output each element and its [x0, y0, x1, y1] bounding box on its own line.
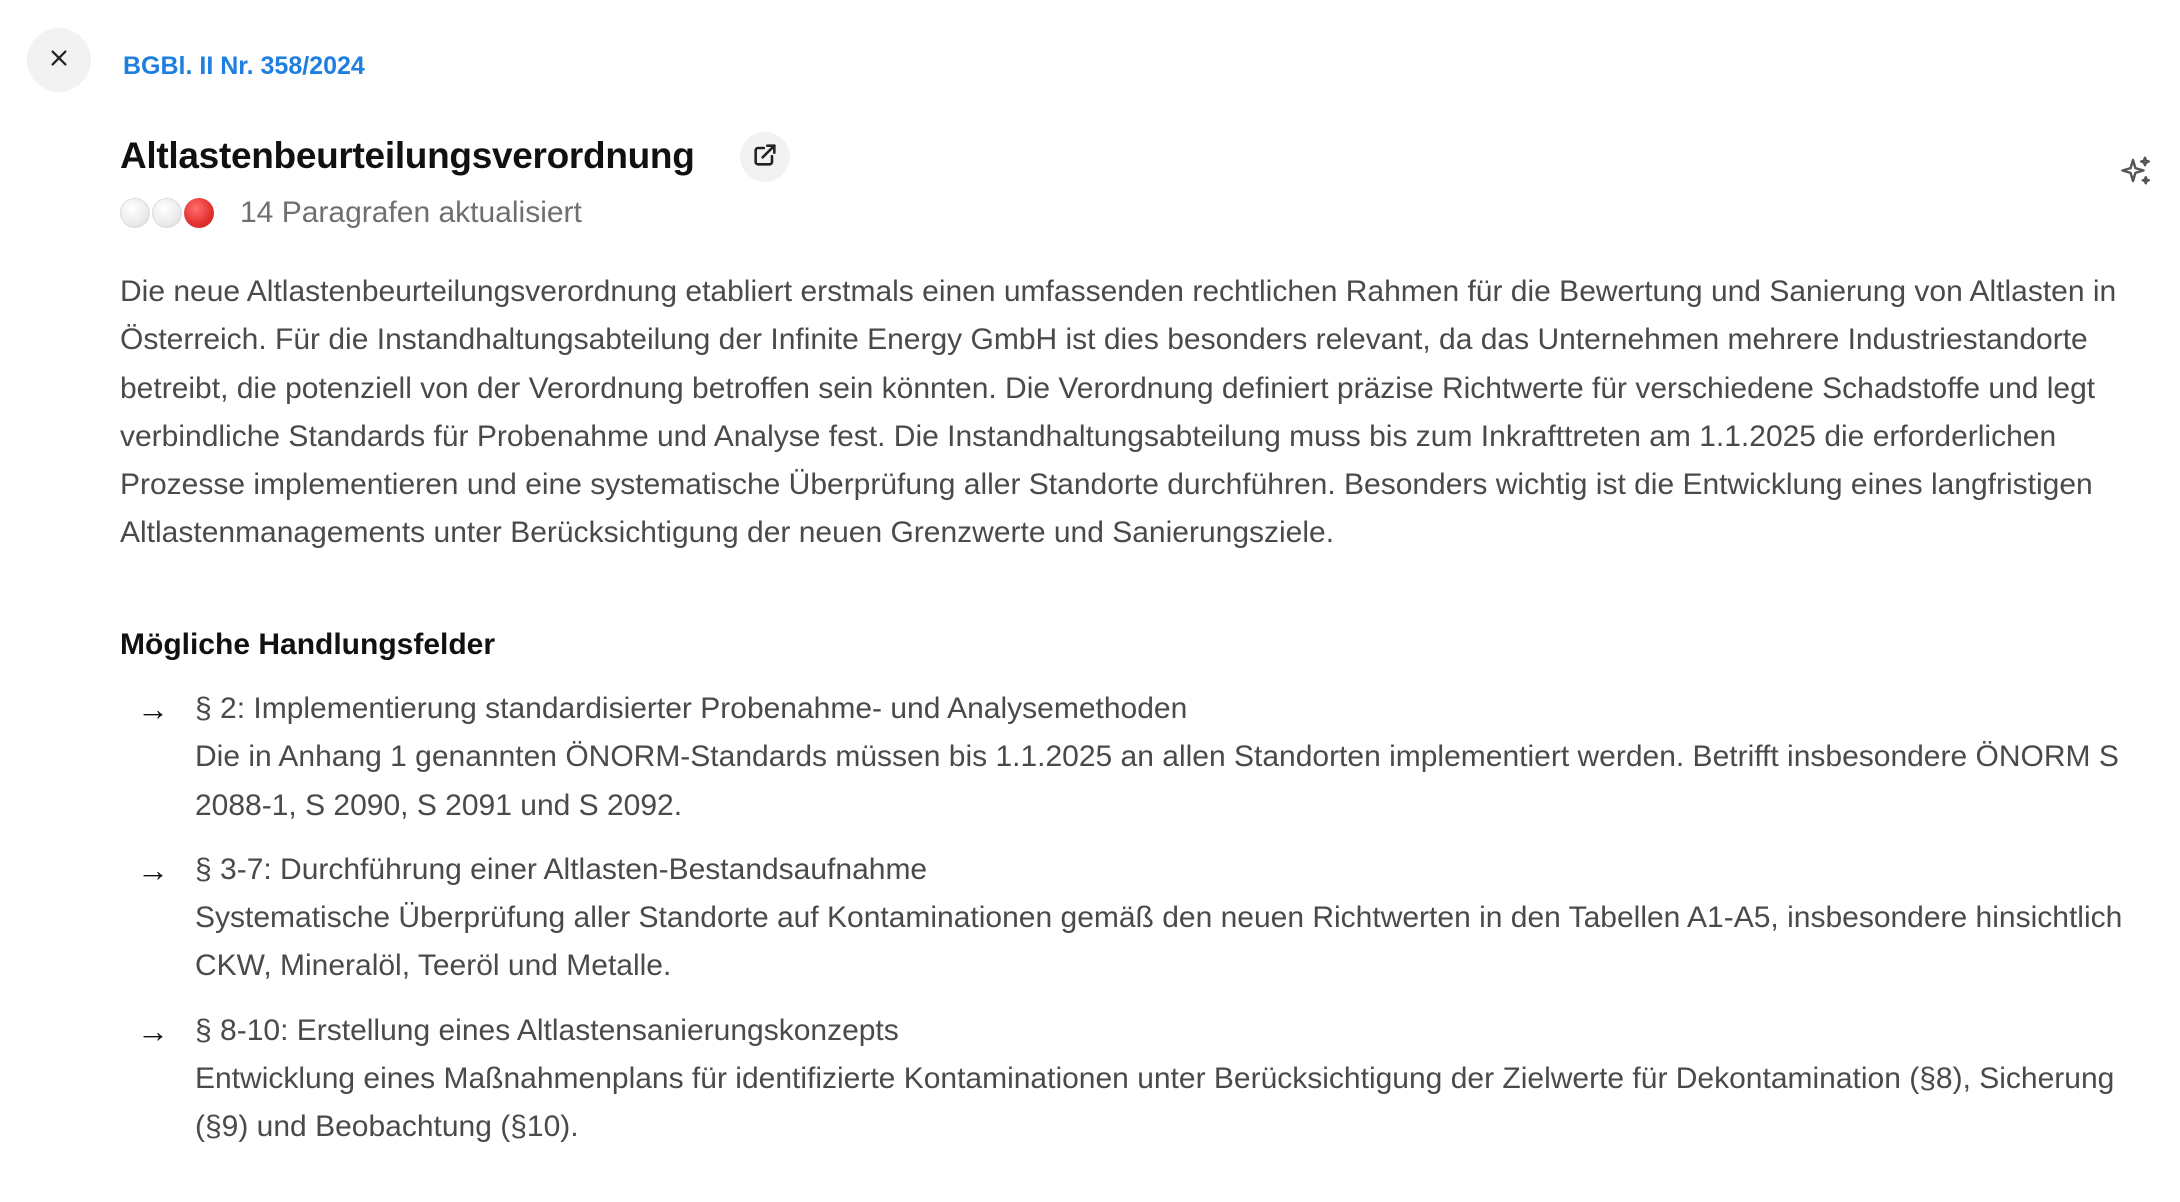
status-dot-white: [152, 198, 182, 228]
section-heading: Mögliche Handlungsfelder: [120, 628, 496, 661]
external-link-icon: [751, 141, 779, 174]
list-item: [120, 846, 2130, 991]
open-external-button[interactable]: [740, 132, 790, 182]
gazette-reference-link[interactable]: BGBl. II Nr. 358/2024: [123, 52, 365, 80]
status-dot-white: [120, 198, 150, 228]
status-indicator-dots: [120, 196, 220, 230]
status-text: 14 Paragrafen aktualisiert: [240, 196, 582, 229]
ai-assistant-button[interactable]: [2116, 154, 2156, 194]
page-title: Altlastenbeurteilungsverordnung: [120, 135, 695, 176]
action-description: Systematische Überprüfung aller Standorte auf Kontaminationen gemäß den neuen Richtwerten in den Tabellen A1-A5, insbesondere hinsichtlich CKW, Mineralöl, Teeröl und Metalle.: [195, 901, 2123, 983]
action-description: Entwicklung eines Maßnahmenplans für identifizierte Kontaminationen unter Berücksichtigung der Zielwerte für Dekontamination (§8), Sicherung (§9) und Beobachtung (§10).: [195, 1062, 2115, 1144]
action-title: § 3-7: Durchführung einer Altlasten-Bestandsaufnahme: [195, 852, 928, 886]
arrow-icon: →: [137, 691, 169, 727]
list-item: [120, 1007, 2130, 1152]
close-button[interactable]: [27, 28, 91, 92]
action-description: Die in Anhang 1 genannten ÖNORM-Standards müssen bis 1.1.2025 an allen Standorten implementiert werden. Betrifft insbesondere ÖNORM S 2088-1, S 2090, S 2091 und S 2092.: [195, 740, 2119, 822]
list-item: [120, 685, 2130, 830]
arrow-icon: →: [137, 851, 169, 888]
status-dot-red: [184, 198, 214, 228]
update-status: [120, 193, 582, 233]
action-list: [120, 685, 2130, 1168]
sparkle-icon: [2118, 154, 2154, 195]
summary-paragraph: Die neue Altlastenbeurteilungsverordnung etabliert erstmals einen umfassenden rechtlichen Rahmen für die Bewertung und Sanierung von Altlasten in Österreich. Für die Instandhaltungsabteilung der Infinite Energy GmbH ist dies besonders relevant, da das Unternehmen mehrere Industriestandorte betreibt, die potenziell von der Verordnung betroffen sein könnten. Die Verordnung definiert präzise Richtwerte für verschiedene Schadstoffe und legt verbindliche Standards für Probenahme und Analyse fest. Die Instandhaltungsabteilung muss bis zum Inkrafttreten am 1.1.2025 die erforderlichen Prozesse implementieren und eine systematische Überprüfung aller Standorte durchführen. Besonders wichtig ist die Entwicklung eines langfristigen Altlastenmanagements unter Berücksichtigung der neuen Grenzwerte und Sanierungsziele.: [120, 275, 2117, 550]
action-title: § 8-10: Erstellung eines Altlastensanierungskonzepts: [195, 1013, 899, 1047]
close-icon: [48, 47, 70, 74]
action-title: § 2: Implementierung standardisierter Probenahme- und Analysemethoden: [195, 692, 1188, 725]
arrow-icon: →: [137, 1012, 169, 1049]
